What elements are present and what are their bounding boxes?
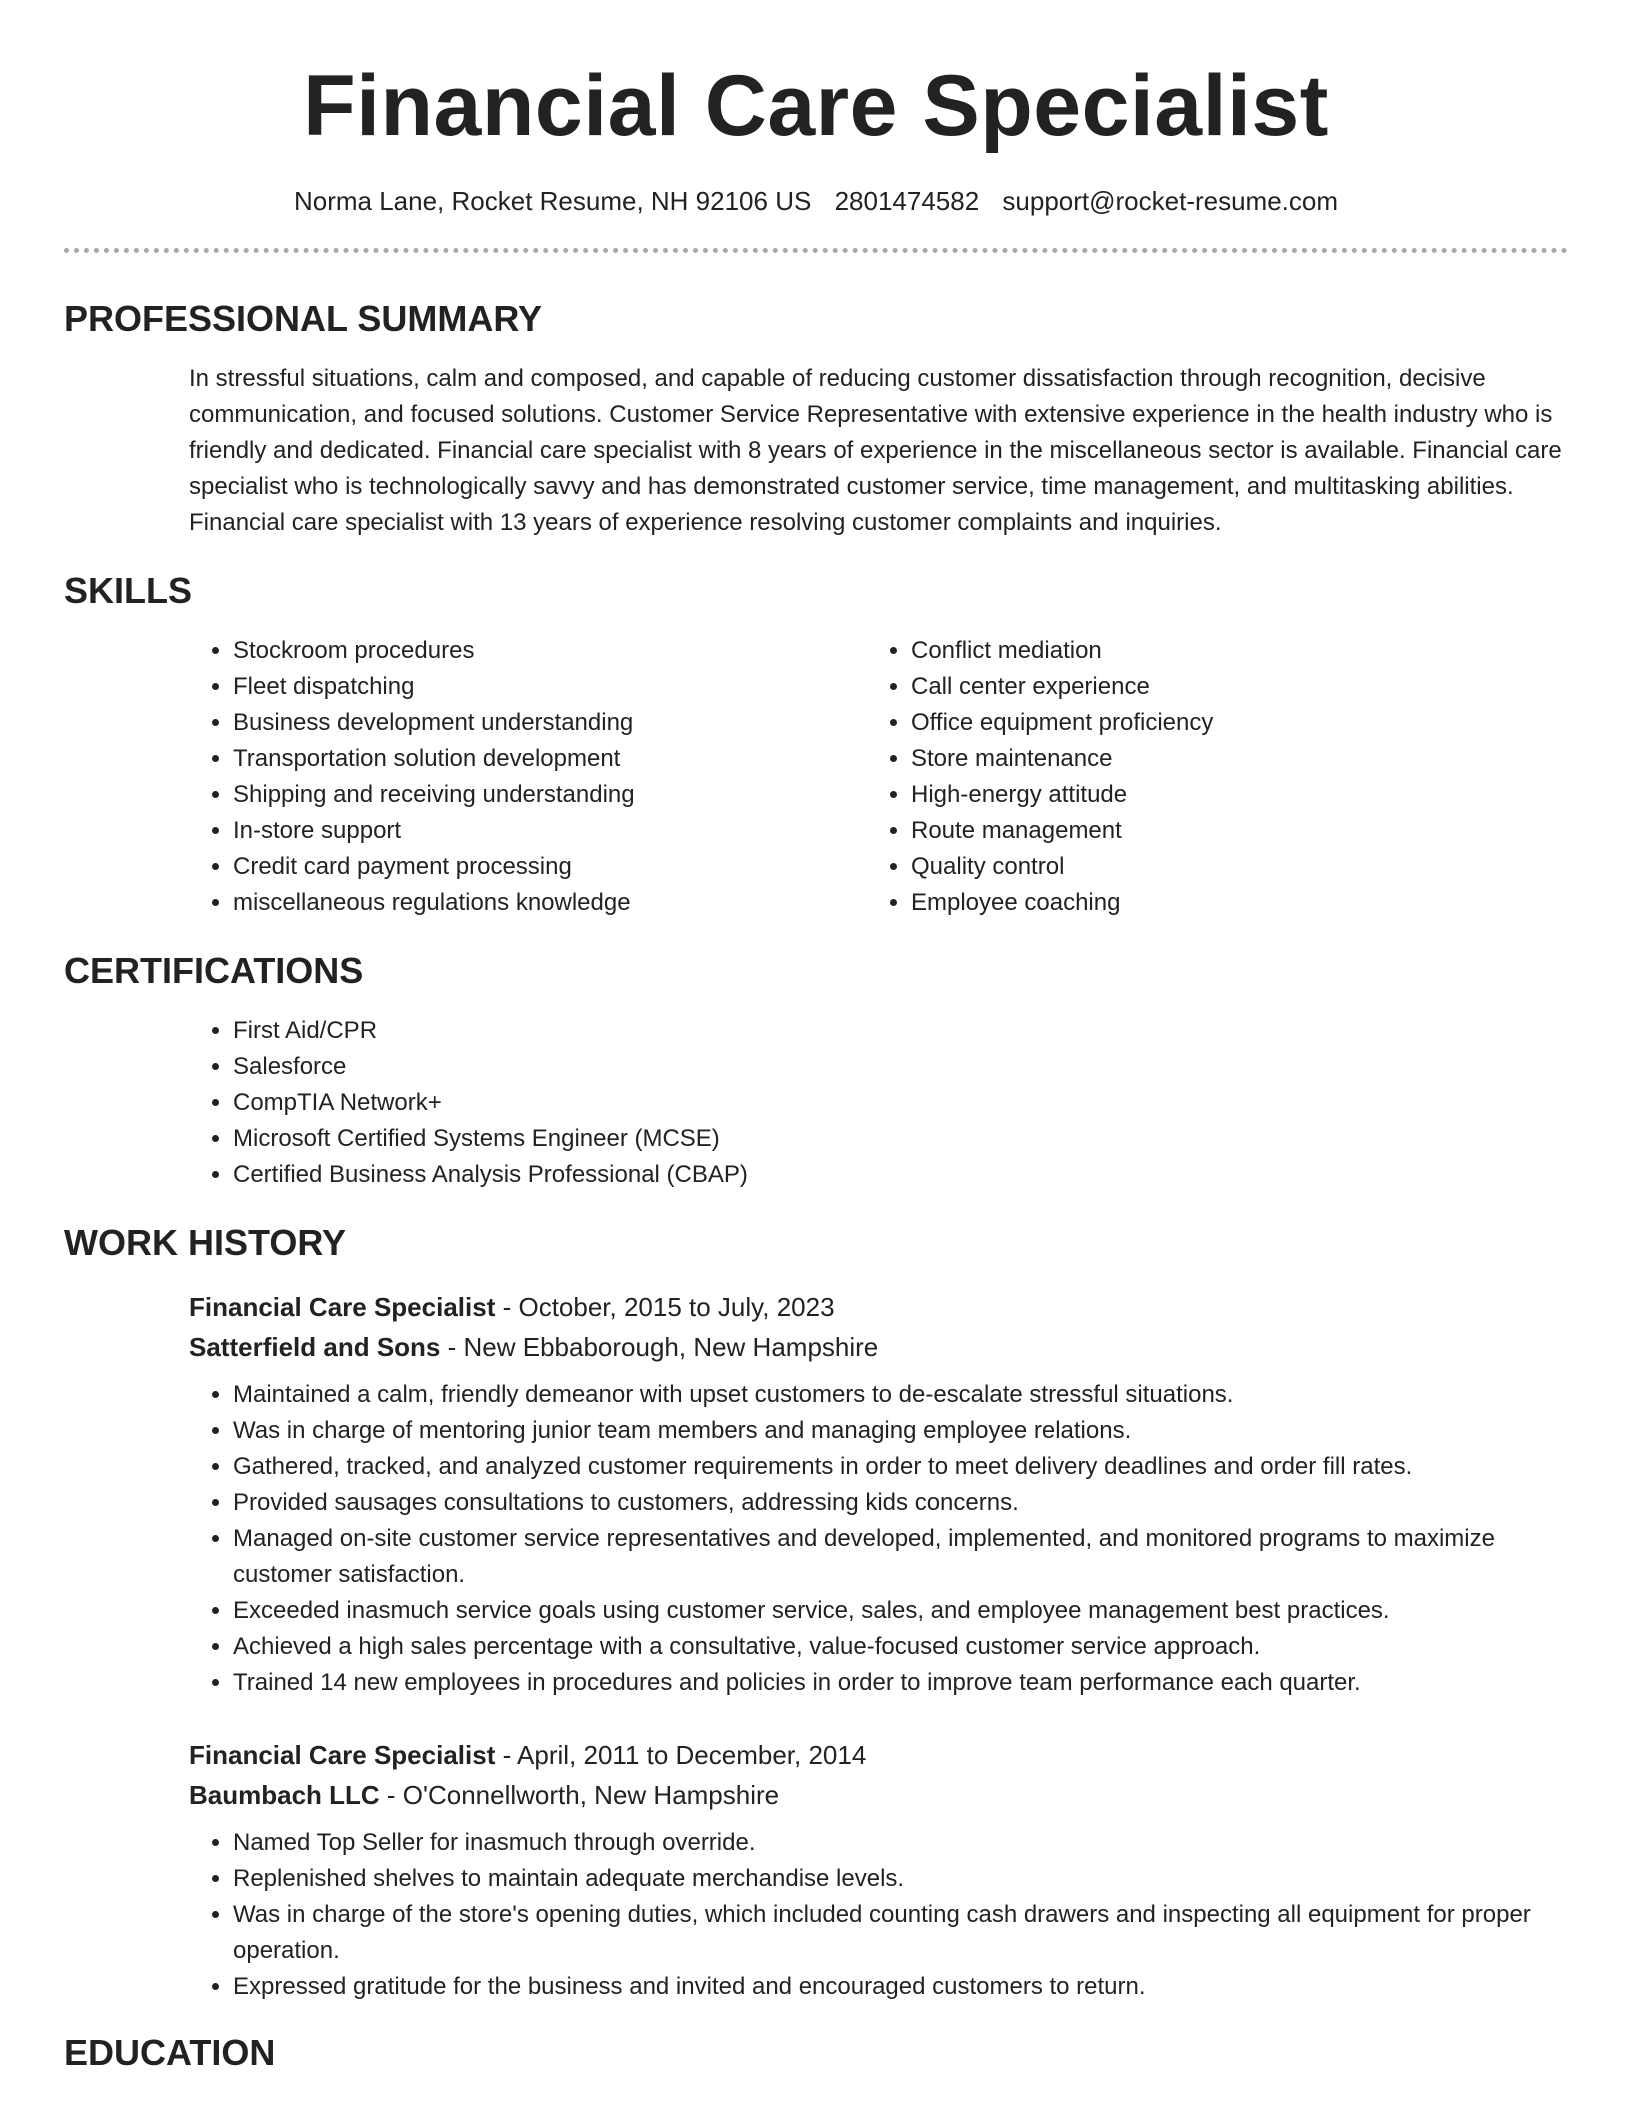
job-bullet: • Exceeded inasmuch service goals using customer service, sales, and employee management best practices.: [233, 1593, 1568, 1629]
skill-item: • Conflict mediation: [911, 633, 1545, 669]
contact-address: Norma Lane, Rocket Resume, NH 92106 US: [293, 186, 812, 216]
summary-text: In stressful situations, calm and composed, and capable of reducing customer dissatisfaction through recognition, decisive communication, and focused solutions. Customer Service Representative with extensive experience in the health industry who is friendly and dedicated. Financial care specialist with 8 years of experience in the miscellaneous sector is available. Financial care specialist who is technologically savvy and has demonstrated customer service, time management, and multitasking abilities. Financial care specialist with 13 years of experience resolving customer complaints and inquiries.: [189, 365, 1562, 536]
job-bullet: • Maintained a calm, friendly demeanor with upset customers to de-escalate stressful situations.: [233, 1377, 1568, 1413]
contact-line: [64, 184, 1568, 218]
skill-item: • Business development understanding: [233, 705, 867, 741]
job-location: - New Ebbaborough, New Hampshire: [440, 1332, 879, 1362]
skill-item: • Store maintenance: [911, 741, 1545, 777]
job-company: Baumbach LLC: [189, 1780, 380, 1810]
job-bullet: • Was in charge of the store's opening duties, which included counting cash drawers and inspecting all equipment for proper operation.: [233, 1897, 1568, 1969]
job-entry: [189, 1287, 1568, 1701]
skill-item: • High-energy attitude: [911, 777, 1545, 813]
skill-item: • Call center experience: [911, 669, 1545, 705]
certification-item: • First Aid/CPR: [233, 1013, 1568, 1049]
job-bullet: • Achieved a high sales percentage with a consultative, value-focused customer service approach.: [233, 1629, 1568, 1665]
contact-email: support@rocket-resume.com: [1002, 186, 1339, 216]
job-role-line: [189, 1735, 1568, 1775]
job-entry: [189, 1735, 1568, 2005]
job-bullet: • Provided sausages consultations to customers, addressing kids concerns.: [233, 1485, 1568, 1521]
skill-item: • Office equipment proficiency: [911, 705, 1545, 741]
resume-title: Financial Care Specialist: [303, 58, 1329, 154]
section-title-skills: SKILLS: [64, 570, 193, 611]
skill-item: • Quality control: [911, 849, 1545, 885]
skill-item: • Fleet dispatching: [233, 669, 867, 705]
job-bullet: • Was in charge of mentoring junior team members and managing employee relations.: [233, 1413, 1568, 1449]
job-bullet: • Expressed gratitude for the business and invited and encouraged customers to return.: [233, 1969, 1568, 2005]
job-dates: - April, 2011 to December, 2014: [495, 1740, 867, 1770]
job-bullet: • Replenished shelves to maintain adequate merchandise levels.: [233, 1861, 1568, 1897]
skills-column-left: [189, 633, 867, 921]
skills-list: [189, 633, 1568, 921]
skill-item: • Credit card payment processing: [233, 849, 867, 885]
job-role: Financial Care Specialist: [189, 1740, 496, 1770]
header-divider: [64, 248, 1568, 253]
skill-item: • miscellaneous regulations knowledge: [233, 885, 867, 921]
skill-item: • In-store support: [233, 813, 867, 849]
skill-item: • Stockroom procedures: [233, 633, 867, 669]
job-company-line: [189, 1775, 1568, 1815]
section-title-certifications: CERTIFICATIONS: [64, 950, 364, 991]
job-bullet: • Named Top Seller for inasmuch through override.: [233, 1825, 1568, 1861]
certification-item: • Salesforce: [233, 1049, 1568, 1085]
job-bullet: • Managed on-site customer service representatives and developed, implemented, and monitored programs to maximize customer satisfaction.: [233, 1521, 1568, 1593]
certifications-list: [189, 1013, 1568, 1193]
job-bullet: • Gathered, tracked, and analyzed customer requirements in order to meet delivery deadlines and order fill rates.: [233, 1449, 1568, 1485]
job-role: Financial Care Specialist: [189, 1292, 496, 1322]
certification-item: • CompTIA Network+: [233, 1085, 1568, 1121]
certification-item: • Certified Business Analysis Professional (CBAP): [233, 1157, 1568, 1193]
job-bullets: [189, 1825, 1568, 2005]
section-title-work-history: WORK HISTORY: [64, 1222, 347, 1263]
skill-item: • Route management: [911, 813, 1545, 849]
skill-item: • Employee coaching: [911, 885, 1545, 921]
certification-item: • Microsoft Certified Systems Engineer (MCSE): [233, 1121, 1568, 1157]
job-location: - O'Connellworth, New Hampshire: [379, 1780, 780, 1810]
contact-phone: 2801474582: [834, 186, 980, 216]
job-company: Satterfield and Sons: [189, 1332, 441, 1362]
job-dates: - October, 2015 to July, 2023: [495, 1292, 835, 1322]
section-title-summary: PROFESSIONAL SUMMARY: [64, 298, 543, 339]
section-title-education: EDUCATION: [64, 2032, 276, 2073]
skill-item: • Transportation solution development: [233, 741, 867, 777]
job-bullet: • Trained 14 new employees in procedures and policies in order to improve team performance each quarter.: [233, 1665, 1568, 1701]
job-role-line: [189, 1287, 1568, 1327]
job-bullets: [189, 1377, 1568, 1701]
skill-item: • Shipping and receiving understanding: [233, 777, 867, 813]
skills-column-right: [867, 633, 1545, 921]
job-company-line: [189, 1327, 1568, 1367]
